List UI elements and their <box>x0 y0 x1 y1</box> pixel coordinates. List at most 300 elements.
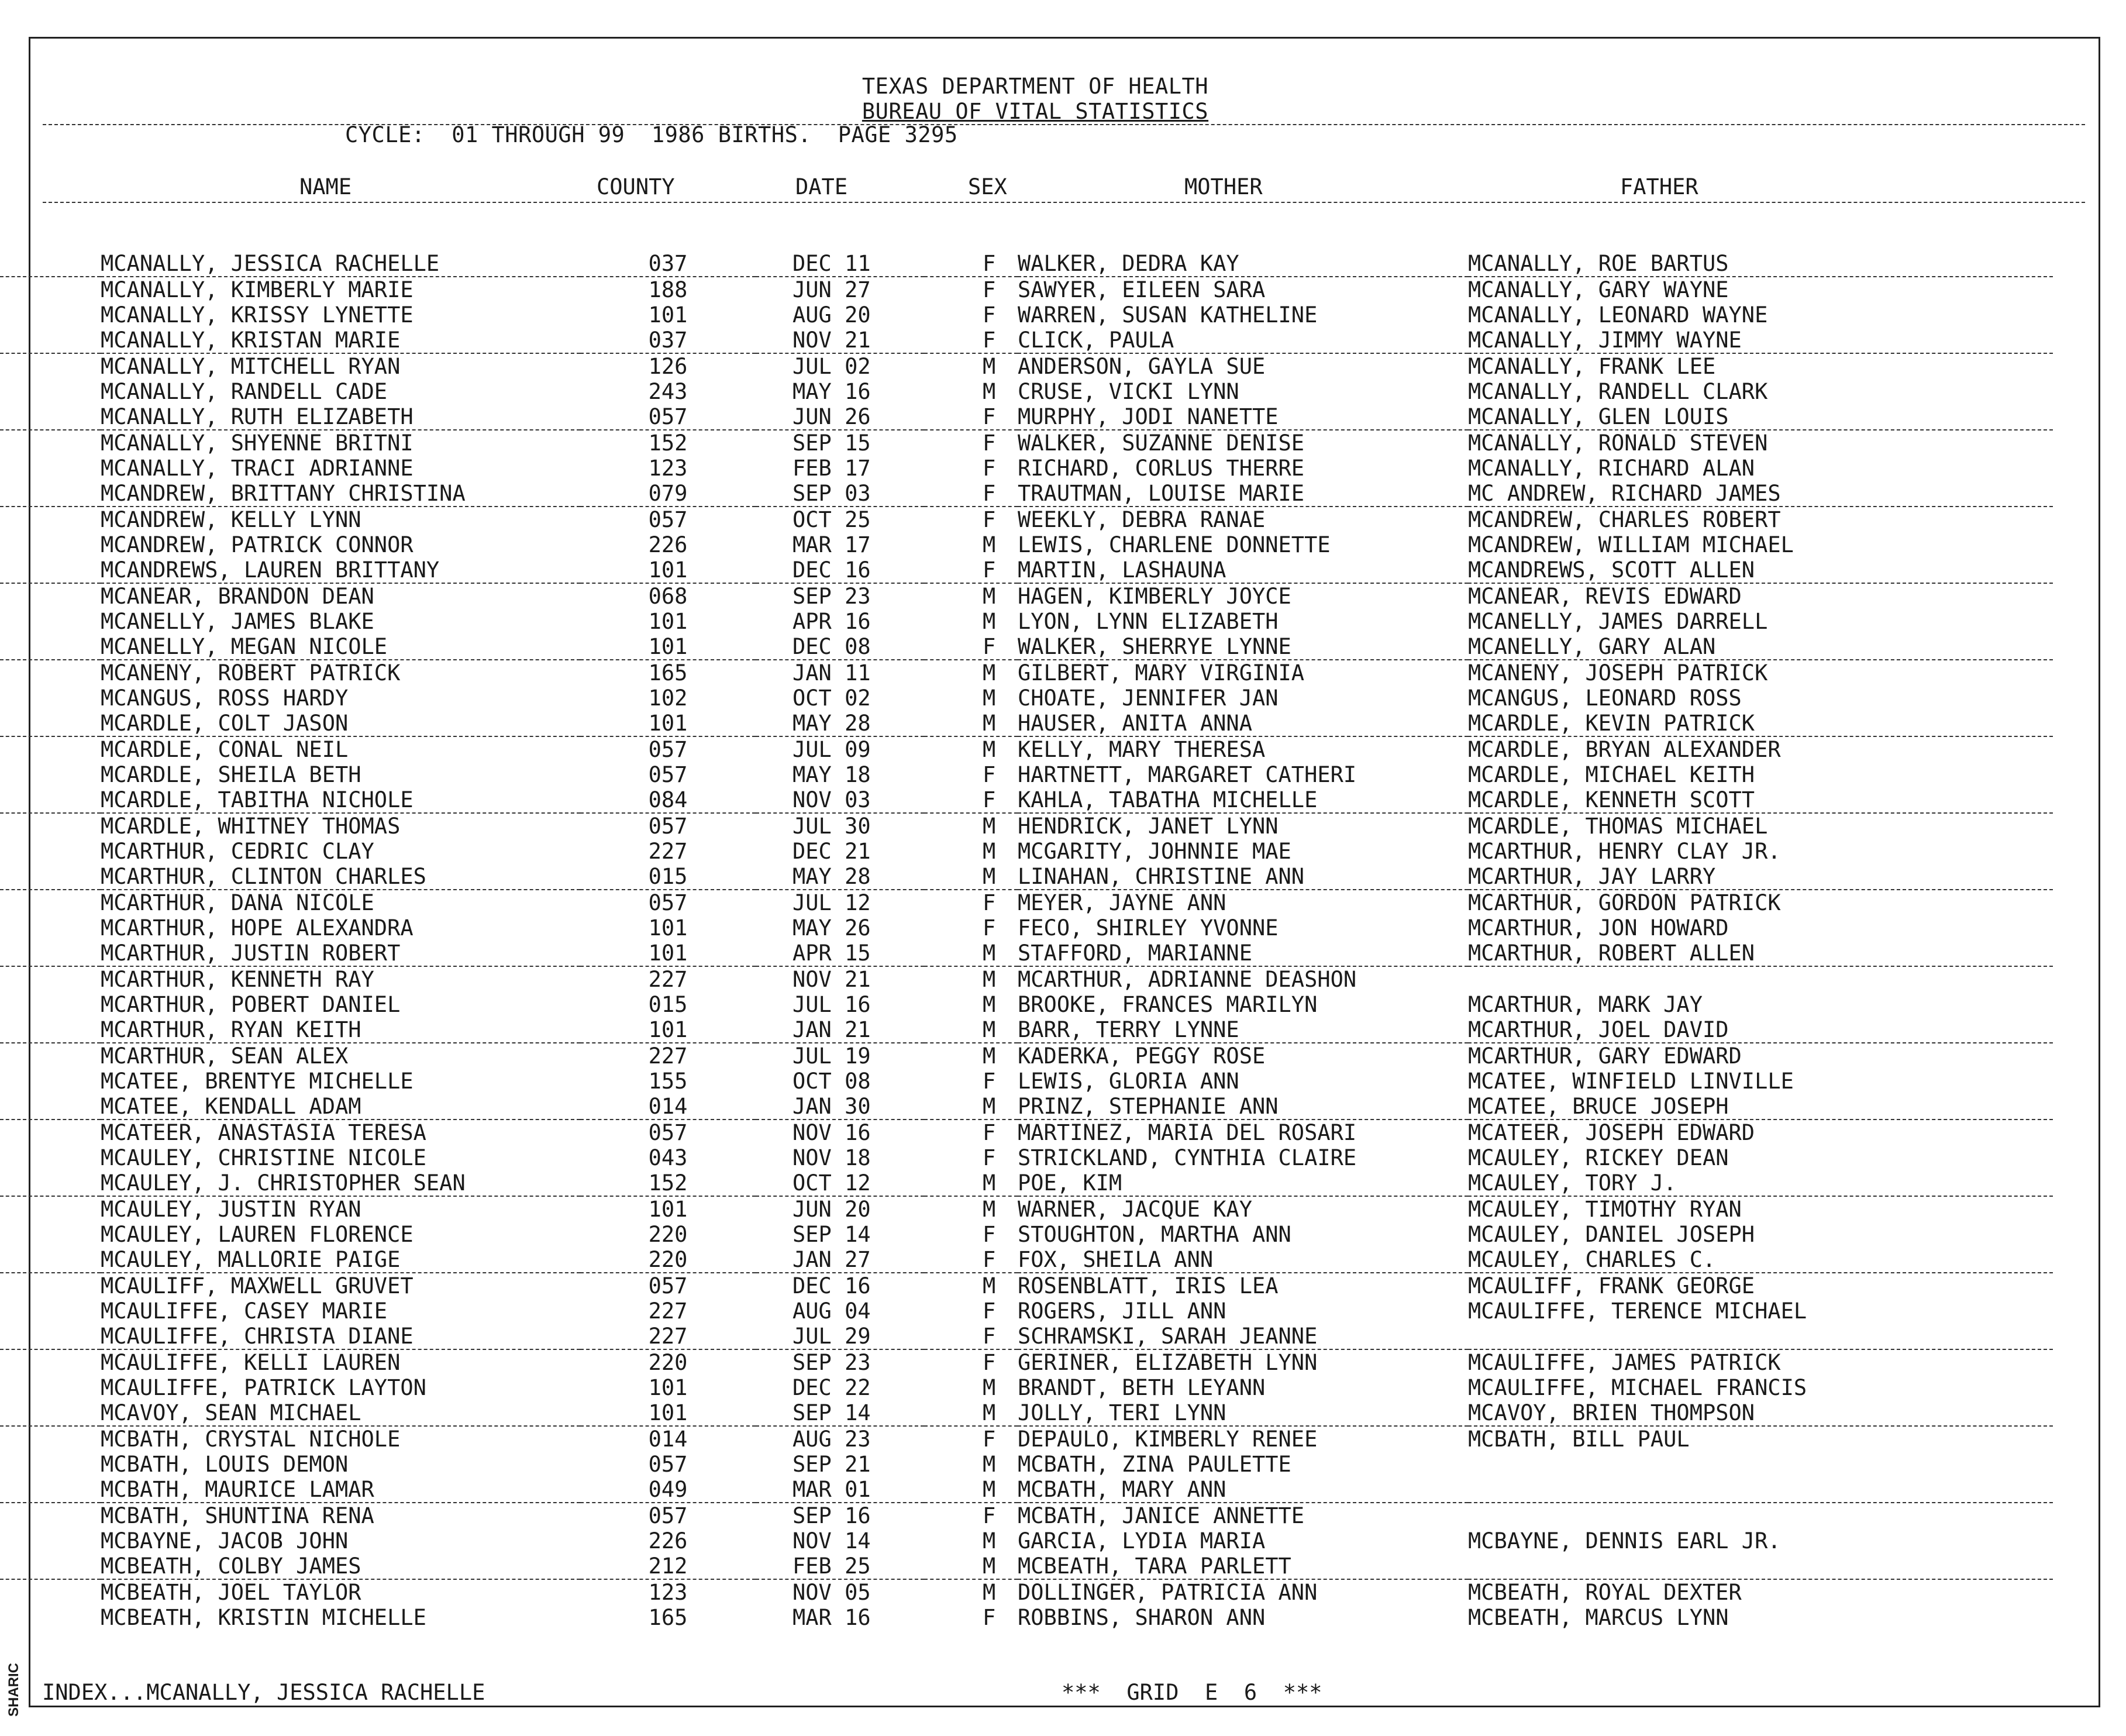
cell-name: MCANALLY, RANDELL CADE <box>101 379 388 404</box>
table-row <box>0 1145 2053 1170</box>
cell-name: MCAULEY, LAUREN FLORENCE <box>101 1222 414 1247</box>
cell-mother: MURPHY, JODI NANETTE <box>1018 404 1468 430</box>
cell-county: 101 <box>580 634 756 660</box>
cell-name: MCAULIFFE, KELLI LAUREN <box>101 1350 401 1375</box>
cell-date: DEC 21 <box>792 839 871 864</box>
table-row <box>0 1452 2053 1477</box>
cell-sex: F <box>983 1120 996 1145</box>
cell-date: NOV 21 <box>792 967 871 992</box>
cell-father: MCBEATH, MARCUS LYNN <box>1468 1605 1729 1630</box>
cell-mother: MCBATH, MARY ANN <box>1018 1477 1468 1503</box>
cell-father: MCANDREWS, SCOTT ALLEN <box>1468 557 2053 583</box>
cell-county: 014 <box>580 1094 756 1120</box>
grid-label: *** GRID E 6 *** <box>1062 1680 1322 1705</box>
row-margin <box>0 1528 101 1554</box>
cell-father: MCANALLY, RANDELL CLARK <box>1468 379 1768 404</box>
cell-date: DEC 11 <box>756 251 924 277</box>
cell-county: 220 <box>648 1350 688 1375</box>
cell-father: MCARTHUR, JAY LARRY <box>1468 864 2053 890</box>
cell-father: MCANDREW, WILLIAM MICHAEL <box>1468 532 1794 557</box>
row-margin <box>0 1477 101 1503</box>
cell-date: JUL 12 <box>792 890 871 915</box>
cell-sex: F <box>983 1222 996 1247</box>
row-margin <box>0 966 101 992</box>
cell-father: MCANELLY, GARY ALAN <box>1468 634 2053 660</box>
cell-name: MCAULEY, MALLORIE PAIGE <box>101 1247 580 1273</box>
row-margin <box>0 1375 101 1400</box>
cell-mother: FECO, SHIRLEY YVONNE <box>1018 915 1279 941</box>
table-row <box>0 1196 2053 1222</box>
table-row <box>0 379 2053 404</box>
cell-mother: WEEKLY, DEBRA RANAE <box>1018 507 1266 532</box>
cell-mother: KADERKA, PEGGY ROSE <box>1018 1043 1266 1069</box>
cell-father: MCARTHUR, HENRY CLAY JR. <box>1468 839 1781 864</box>
cell-mother: ROBBINS, SHARON ANN <box>1018 1605 1266 1630</box>
row-margin <box>0 1222 101 1247</box>
table-row <box>0 1298 2053 1324</box>
cell-name: MCANALLY, KIMBERLY MARIE <box>101 277 414 302</box>
row-margin <box>0 1196 101 1222</box>
cell-date: DEC 16 <box>792 1273 871 1298</box>
cell-date: SEP 14 <box>756 1400 924 1426</box>
cell-name: MCARDLE, COLT JASON <box>101 711 580 736</box>
cell-date: JUN 26 <box>756 404 924 430</box>
cell-mother: CLICK, PAULA <box>1018 328 1468 353</box>
cell-father: MCANGUS, LEONARD ROSS <box>1468 686 1742 711</box>
table-row <box>0 1324 2053 1349</box>
cycle-line: CYCLE: 01 THROUGH 99 1986 BIRTHS. PAGE 3295 <box>345 122 958 147</box>
row-margin <box>0 277 101 302</box>
cell-sex: F <box>924 1324 1018 1349</box>
cell-county: 101 <box>580 1017 756 1043</box>
cell-county: 101 <box>648 1375 688 1400</box>
cell-sex: F <box>983 1605 996 1630</box>
cell-father: MCAULEY, TORY J. <box>1468 1170 2053 1196</box>
table-row <box>0 992 2053 1017</box>
cell-county: 227 <box>580 1324 756 1349</box>
cell-sex: M <box>983 1197 996 1222</box>
cell-mother: HAUSER, ANITA ANNA <box>1018 711 1468 736</box>
bureau-title: BUREAU OF VITAL STATISTICS <box>862 99 1209 124</box>
table-row <box>0 634 2053 660</box>
table-row <box>0 1554 2053 1579</box>
table-row <box>0 1222 2053 1247</box>
row-margin <box>0 1349 101 1375</box>
cell-father: MCANALLY, GLEN LOUIS <box>1468 404 2053 430</box>
cell-county: 057 <box>648 737 688 762</box>
cell-date: JAN 27 <box>756 1247 924 1273</box>
column-header-father: FATHER <box>1620 174 1698 199</box>
cell-name: MCARDLE, CONAL NEIL <box>101 737 349 762</box>
cell-date: MAR 17 <box>792 532 871 557</box>
table-row <box>0 1247 2053 1273</box>
cell-father: MCAULIFF, FRANK GEORGE <box>1468 1273 1755 1298</box>
cell-name: MCARTHUR, KENNETH RAY <box>101 967 374 992</box>
cell-sex: F <box>983 302 996 328</box>
cell-date: DEC 22 <box>792 1375 871 1400</box>
cell-name: MCAULIFFE, CHRISTA DIANE <box>101 1324 580 1349</box>
table-row <box>0 532 2053 557</box>
cell-father: MCANALLY, JIMMY WAYNE <box>1468 328 2053 353</box>
cell-mother: MCBATH, ZINA PAULETTE <box>1018 1452 1291 1477</box>
cell-county: 152 <box>580 1170 756 1196</box>
row-margin <box>0 404 101 430</box>
cell-county: 057 <box>648 1503 688 1528</box>
cell-county: 057 <box>648 1120 688 1145</box>
row-margin <box>0 1426 101 1452</box>
table-row <box>0 1605 2053 1630</box>
cell-date: MAR 16 <box>792 1605 871 1630</box>
table-row <box>0 1170 2053 1196</box>
cell-father: MCARDLE, BRYAN ALEXANDER <box>1468 737 1781 762</box>
cell-name: MCARTHUR, CLINTON CHARLES <box>101 864 580 890</box>
cell-name: MCARTHUR, POBERT DANIEL <box>101 992 401 1017</box>
cell-sex: M <box>924 941 1018 966</box>
cell-sex: F <box>983 1503 996 1528</box>
cell-sex: M <box>983 737 996 762</box>
cell-county: 101 <box>580 557 756 583</box>
cell-county: 226 <box>648 1528 688 1554</box>
cell-sex: F <box>924 404 1018 430</box>
cell-county: 220 <box>648 1222 688 1247</box>
cell-sex: F <box>924 1247 1018 1273</box>
cell-date: APR 15 <box>756 941 924 966</box>
cell-name: MCARTHUR, HOPE ALEXANDRA <box>101 915 414 941</box>
cell-date: MAR 01 <box>756 1477 924 1503</box>
cell-sex: M <box>983 686 996 711</box>
cell-father: MCANALLY, GARY WAYNE <box>1468 277 1729 302</box>
cell-father: MCAULIFFE, JAMES PATRICK <box>1468 1350 1781 1375</box>
cell-mother: BRANDT, BETH LEYANN <box>1018 1375 1266 1400</box>
table-row <box>0 430 2053 456</box>
cell-mother: SCHRAMSKI, SARAH JEANNE <box>1018 1324 1468 1349</box>
table-row <box>0 711 2053 736</box>
column-header-sex: SEX <box>968 174 1007 199</box>
column-header-county: COUNTY <box>597 174 675 199</box>
cell-date: JUL 16 <box>792 992 871 1017</box>
cell-mother: KELLY, MARY THERESA <box>1018 737 1266 762</box>
column-header-name: NAME <box>299 174 352 199</box>
cell-county: 226 <box>648 532 688 557</box>
cell-mother: STAFFORD, MARIANNE <box>1018 941 1468 966</box>
cell-date: NOV 03 <box>756 787 924 813</box>
cell-sex: F <box>983 1145 996 1170</box>
cell-mother: ANDERSON, GAYLA SUE <box>1018 354 1266 379</box>
row-margin <box>0 711 101 736</box>
cell-county: 015 <box>648 992 688 1017</box>
cell-father: MCAVOY, BRIEN THOMPSON <box>1468 1400 2053 1426</box>
cell-father: MCARTHUR, GARY EDWARD <box>1468 1043 1742 1069</box>
cell-father: MCANENY, JOSEPH PATRICK <box>1468 660 1768 686</box>
cell-name: MCARTHUR, SEAN ALEX <box>101 1043 349 1069</box>
cell-mother: TRAUTMAN, LOUISE MARIE <box>1018 481 1468 507</box>
row-margin <box>0 609 101 634</box>
row-margin <box>0 328 101 353</box>
cell-date: AUG 20 <box>792 302 871 328</box>
cell-name: MCARTHUR, RYAN KEITH <box>101 1017 580 1043</box>
cell-date: SEP 15 <box>792 430 871 456</box>
table-row <box>0 1349 2053 1375</box>
cell-sex: M <box>924 1554 1018 1579</box>
cell-county: 037 <box>580 251 756 277</box>
cell-name: MCANGUS, ROSS HARDY <box>101 686 349 711</box>
cell-county: 123 <box>648 1580 688 1605</box>
cell-mother: STRICKLAND, CYNTHIA CLAIRE <box>1018 1145 1357 1170</box>
cell-father: MCARTHUR, JON HOWARD <box>1468 915 1729 941</box>
side-label-text: SHARIC <box>6 1662 22 1717</box>
cell-sex: M <box>983 532 996 557</box>
cell-date: JUL 02 <box>792 354 871 379</box>
cell-county: 084 <box>580 787 756 813</box>
table-row <box>0 1273 2053 1298</box>
cell-name: MCATEE, KENDALL ADAM <box>101 1094 580 1120</box>
cell-sex: F <box>924 251 1018 277</box>
cell-sex: M <box>983 1452 996 1477</box>
cell-sex: F <box>924 787 1018 813</box>
cell-date: FEB 17 <box>792 456 871 481</box>
cell-mother: CRUSE, VICKI LYNN <box>1018 379 1239 404</box>
cell-mother: ROSENBLATT, IRIS LEA <box>1018 1273 1279 1298</box>
cell-county: 057 <box>648 890 688 915</box>
cell-county: 123 <box>648 456 688 481</box>
table-row <box>0 302 2053 328</box>
cell-mother: FOX, SHEILA ANN <box>1018 1247 1468 1273</box>
column-header-mother: MOTHER <box>1184 174 1263 199</box>
cell-mother: MEYER, JAYNE ANN <box>1018 890 1226 915</box>
cell-county: 057 <box>648 1452 688 1477</box>
row-margin <box>0 634 101 660</box>
cell-county: 101 <box>580 711 756 736</box>
table-row <box>0 557 2053 583</box>
cell-name: MCAULEY, J. CHRISTOPHER SEAN <box>101 1170 580 1196</box>
row-margin <box>0 251 101 277</box>
cell-father: MCARDLE, KEVIN PATRICK <box>1468 711 2053 736</box>
cell-mother: KAHLA, TABATHA MICHELLE <box>1018 787 1468 813</box>
cell-mother: WARREN, SUSAN KATHELINE <box>1018 302 1318 328</box>
cell-county: 079 <box>580 481 756 507</box>
cell-county: 101 <box>648 1197 688 1222</box>
cell-date: OCT 08 <box>792 1069 871 1094</box>
cell-mother: WALKER, SHERRYE LYNNE <box>1018 634 1468 660</box>
row-margin <box>0 1400 101 1426</box>
cell-sex: M <box>924 1477 1018 1503</box>
cell-date: SEP 14 <box>792 1222 871 1247</box>
cell-name: MCAVOY, SEAN MICHAEL <box>101 1400 580 1426</box>
row-margin <box>0 532 101 557</box>
cell-date: MAY 28 <box>756 864 924 890</box>
cell-mother: HAGEN, KIMBERLY JOYCE <box>1018 584 1291 609</box>
cell-date: SEP 21 <box>792 1452 871 1477</box>
cell-sex: F <box>983 1298 996 1324</box>
cell-mother: MCBATH, JANICE ANNETTE <box>1018 1503 1305 1528</box>
cell-father: MCARDLE, MICHAEL KEITH <box>1468 762 1755 787</box>
cell-sex: M <box>983 354 996 379</box>
cell-name: MCAULIFFE, CASEY MARIE <box>101 1298 388 1324</box>
cell-date: APR 16 <box>792 609 871 634</box>
table-row <box>0 1120 2053 1145</box>
cell-date: NOV 16 <box>792 1120 871 1145</box>
cell-sex: M <box>983 967 996 992</box>
cell-sex: M <box>983 1528 996 1554</box>
cell-mother: HARTNETT, MARGARET CATHERI <box>1018 762 1357 787</box>
table-row <box>0 277 2053 302</box>
cell-mother: MCARTHUR, ADRIANNE DEASHON <box>1018 967 1357 992</box>
cell-father: MCANALLY, RONALD STEVEN <box>1468 430 1768 456</box>
cell-date: NOV 14 <box>792 1528 871 1554</box>
row-margin <box>0 915 101 941</box>
row-margin <box>0 1298 101 1324</box>
index-label: INDEX...MCANALLY, JESSICA RACHELLE <box>42 1680 485 1705</box>
cell-county: 126 <box>648 354 688 379</box>
cell-county: 165 <box>648 1605 688 1630</box>
cell-name: MCARTHUR, CEDRIC CLAY <box>101 839 374 864</box>
cell-mother: JOLLY, TERI LYNN <box>1018 1400 1468 1426</box>
cell-sex: M <box>983 839 996 864</box>
cell-date: MAY 16 <box>792 379 871 404</box>
cell-sex: M <box>924 711 1018 736</box>
cell-date: NOV 21 <box>756 328 924 353</box>
cell-mother: DEPAULO, KIMBERLY RENEE <box>1018 1427 1318 1452</box>
cell-mother: WARNER, JACQUE KAY <box>1018 1197 1252 1222</box>
cell-county: 057 <box>648 507 688 532</box>
row-margin <box>0 353 101 379</box>
cell-father <box>1468 966 2053 992</box>
cell-name: MCBATH, CRYSTAL NICHOLE <box>101 1427 401 1452</box>
cell-name: MCANALLY, KRISSY LYNETTE <box>101 302 414 328</box>
cell-mother: CHOATE, JENNIFER JAN <box>1018 686 1279 711</box>
cell-sex: M <box>924 1094 1018 1120</box>
row-margin <box>0 379 101 404</box>
column-header-date: DATE <box>795 174 848 199</box>
cell-name: MCBATH, SHUNTINA RENA <box>101 1503 374 1528</box>
cell-county: 101 <box>648 609 688 634</box>
cell-sex: M <box>983 609 996 634</box>
cell-county: 188 <box>648 277 688 302</box>
cell-mother: LINAHAN, CHRISTINE ANN <box>1018 864 1468 890</box>
cell-county: 101 <box>580 1400 756 1426</box>
cell-mother: PRINZ, STEPHANIE ANN <box>1018 1094 1468 1120</box>
row-margin <box>0 1503 101 1528</box>
cell-mother: MCBEATH, TARA PARLETT <box>1018 1554 1468 1579</box>
cell-mother: RICHARD, CORLUS THERRE <box>1018 456 1305 481</box>
cell-sex: F <box>924 557 1018 583</box>
table-row <box>0 404 2053 430</box>
cell-sex: F <box>983 277 996 302</box>
cell-father: MCANELLY, JAMES DARRELL <box>1468 609 1768 634</box>
cell-name: MCANEAR, BRANDON DEAN <box>101 584 374 609</box>
cell-sex: M <box>983 1375 996 1400</box>
cell-county: 152 <box>648 430 688 456</box>
cell-date: AUG 23 <box>792 1427 871 1452</box>
row-margin <box>0 1324 101 1349</box>
cell-name: MCANELLY, MEGAN NICOLE <box>101 634 580 660</box>
table-row <box>0 251 2053 277</box>
cell-father: MCARTHUR, ROBERT ALLEN <box>1468 941 2053 966</box>
cell-father <box>1468 1503 2053 1528</box>
cell-county: 015 <box>580 864 756 890</box>
cell-father: MCARDLE, THOMAS MICHAEL <box>1468 814 1768 839</box>
cell-date: FEB 25 <box>756 1554 924 1579</box>
row-margin <box>0 456 101 481</box>
row-margin <box>0 1605 101 1630</box>
cell-father: MCANDREW, CHARLES ROBERT <box>1468 507 1781 532</box>
cell-father: MCARDLE, KENNETH SCOTT <box>1468 787 2053 813</box>
table-row <box>0 660 2053 686</box>
cell-father: MCAULEY, TIMOTHY RYAN <box>1468 1197 1742 1222</box>
cell-name: MCANENY, ROBERT PATRICK <box>101 660 401 686</box>
table-row <box>0 1426 2053 1452</box>
table-row <box>0 583 2053 609</box>
table-row <box>0 736 2053 762</box>
side-label <box>2 1629 28 1728</box>
cell-date: MAY 28 <box>756 711 924 736</box>
row-margin <box>0 1170 101 1196</box>
cell-county: 057 <box>648 1273 688 1298</box>
cell-county: 037 <box>580 328 756 353</box>
cell-sex: F <box>924 634 1018 660</box>
cell-name: MCARDLE, SHEILA BETH <box>101 762 361 787</box>
table-row <box>0 1528 2053 1554</box>
cell-name: MCANALLY, JESSICA RACHELLE <box>101 251 580 277</box>
cell-sex: M <box>983 379 996 404</box>
cell-father <box>1468 1477 2053 1503</box>
cell-date: JUN 20 <box>792 1197 871 1222</box>
cell-father: MCBAYNE, DENNIS EARL JR. <box>1468 1528 1781 1554</box>
cell-father: MCATEER, JOSEPH EDWARD <box>1468 1120 1755 1145</box>
cell-name: MCBATH, LOUIS DEMON <box>101 1452 349 1477</box>
cell-date: SEP 16 <box>792 1503 871 1528</box>
cell-name: MCANALLY, KRISTAN MARIE <box>101 328 580 353</box>
cell-name: MCANDREWS, LAUREN BRITTANY <box>101 557 580 583</box>
row-margin <box>0 1554 101 1579</box>
cell-sex: F <box>983 1350 996 1375</box>
row-margin <box>0 686 101 711</box>
cell-name: MCAULIFF, MAXWELL GRUVET <box>101 1273 414 1298</box>
cell-mother: ROGERS, JILL ANN <box>1018 1298 1226 1324</box>
table-row <box>0 839 2053 864</box>
cell-date: JUL 09 <box>792 737 871 762</box>
table-row <box>0 507 2053 532</box>
cell-date: SEP 23 <box>792 584 871 609</box>
cell-sex: M <box>924 1400 1018 1426</box>
cell-name: MCAULEY, JUSTIN RYAN <box>101 1197 361 1222</box>
cell-date: MAY 26 <box>792 915 871 941</box>
birth-register-table <box>0 251 2053 1630</box>
cell-father: MCANEAR, REVIS EDWARD <box>1468 584 1742 609</box>
table-row <box>0 1579 2053 1605</box>
cell-name: MCATEER, ANASTASIA TERESA <box>101 1120 426 1145</box>
cell-mother: GARCIA, LYDIA MARIA <box>1018 1528 1266 1554</box>
row-margin <box>0 992 101 1017</box>
cell-mother: GILBERT, MARY VIRGINIA <box>1018 660 1305 686</box>
table-row <box>0 966 2053 992</box>
cell-sex: M <box>983 660 996 686</box>
cell-name: MCANELLY, JAMES BLAKE <box>101 609 374 634</box>
cell-father: MCARTHUR, JOEL DAVID <box>1468 1017 2053 1043</box>
cell-county: 243 <box>648 379 688 404</box>
cell-mother: DOLLINGER, PATRICIA ANN <box>1018 1580 1318 1605</box>
cell-name: MCBEATH, KRISTIN MICHELLE <box>101 1605 426 1630</box>
cell-sex: F <box>983 762 996 787</box>
row-margin <box>0 430 101 456</box>
cell-sex: F <box>983 915 996 941</box>
row-margin <box>0 1043 101 1069</box>
cell-mother: MARTINEZ, MARIA DEL ROSARI <box>1018 1120 1357 1145</box>
row-margin <box>0 1273 101 1298</box>
cell-father: MCANALLY, LEONARD WAYNE <box>1468 302 1768 328</box>
cell-date: JAN 11 <box>792 660 871 686</box>
cell-date: JAN 30 <box>756 1094 924 1120</box>
